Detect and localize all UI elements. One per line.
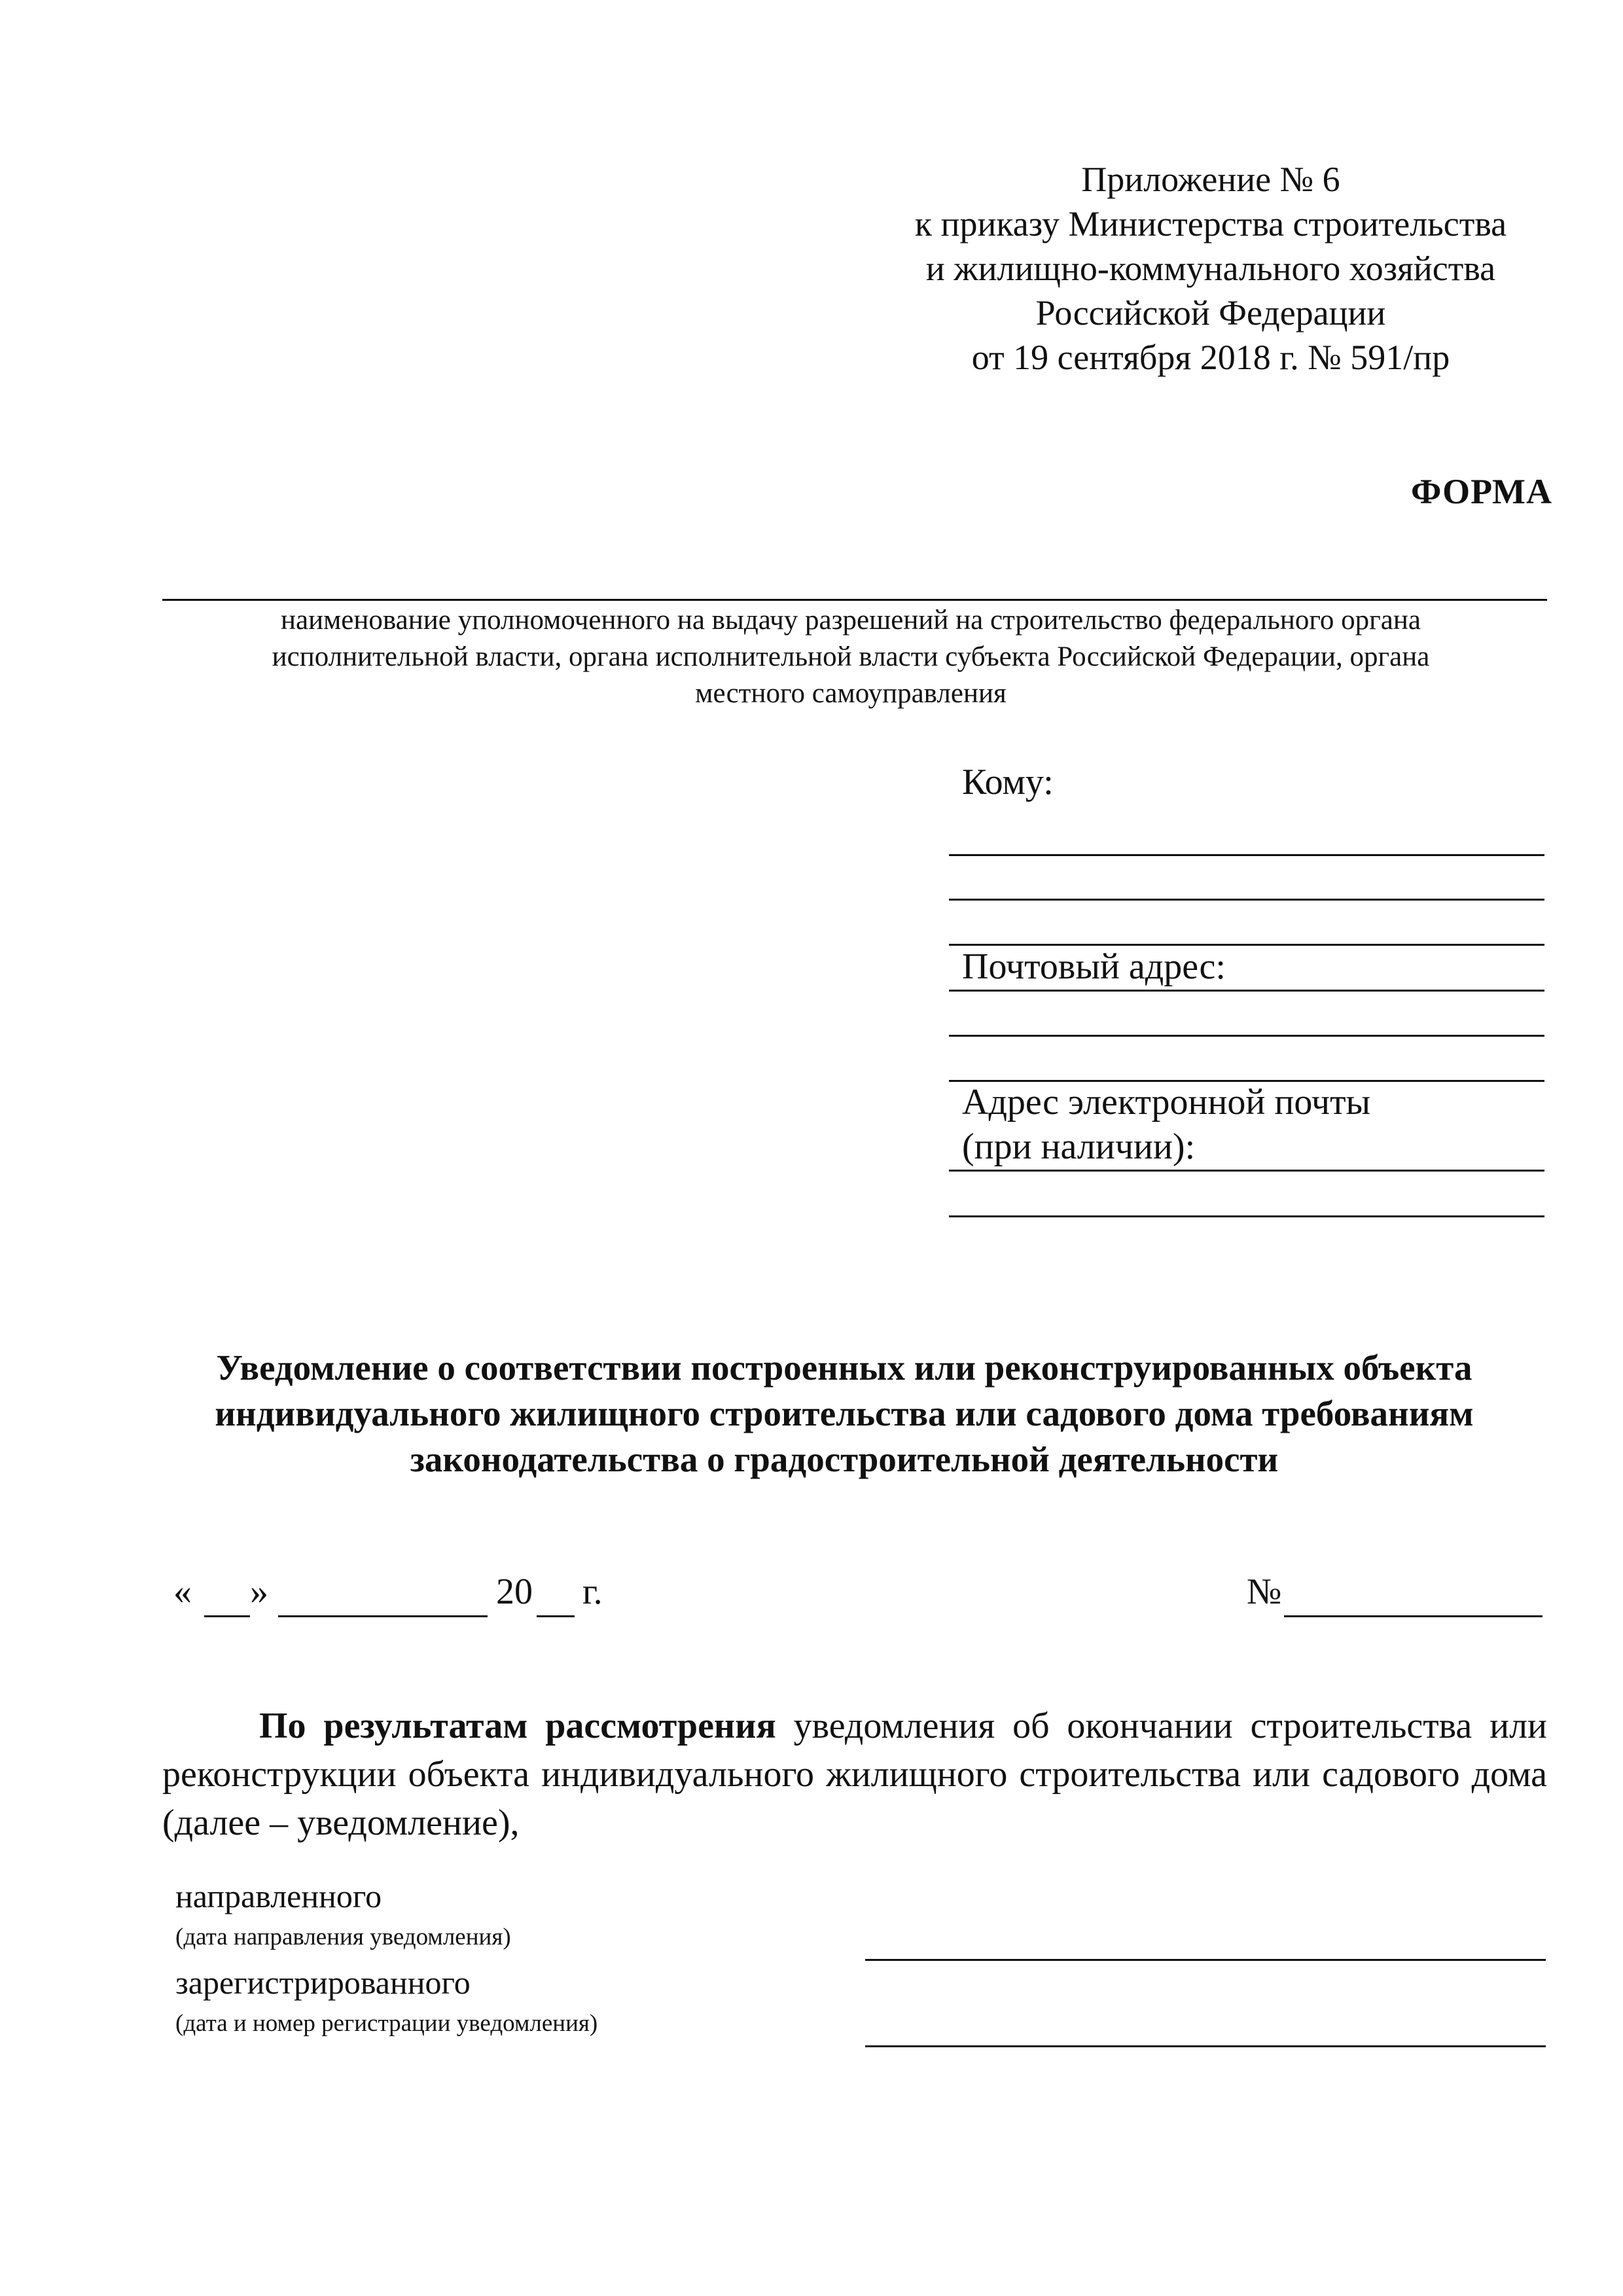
document-number-field[interactable] (1284, 1615, 1543, 1617)
appendix-ministry-line: и жилищно-коммунального хозяйства (925, 249, 1496, 288)
recipient-to-line[interactable] (949, 854, 1544, 856)
authority-caption (164, 602, 1538, 712)
recipient-to-line[interactable] (949, 899, 1544, 901)
date-day-field[interactable] (204, 1615, 250, 1617)
date-quote-open: « (173, 1571, 192, 1612)
recipient-to-label: Кому: (962, 762, 1054, 802)
date-year-suffix: г. (582, 1571, 603, 1612)
notification-title (144, 1345, 1544, 1482)
appendix-date-line: от 19 сентября 2018 г. № 591/пр (971, 338, 1450, 377)
body-paragraph (162, 1702, 1547, 1847)
date-month-field[interactable] (278, 1615, 488, 1617)
email-line[interactable] (949, 1215, 1544, 1217)
appendix-country-line: Российской Федерации (1035, 293, 1386, 332)
sent-date-field[interactable] (865, 1959, 1546, 1961)
email-line[interactable] (949, 1170, 1544, 1172)
authority-caption-line: наименование уполномоченного на выдачу разрешений на строительство федерального органа (280, 605, 1421, 636)
date-year-prefix: 20 (496, 1571, 533, 1612)
appendix-number: Приложение № 6 (1081, 160, 1340, 199)
title-line: индивидуального жилищного строительства или садового дома требованиям (215, 1393, 1474, 1433)
authority-caption-line: местного самоуправления (695, 678, 1007, 709)
email-label: Адрес электронной почты (962, 1082, 1371, 1122)
postal-address-label: Почтовый адрес: (962, 946, 1226, 987)
title-line: Уведомление о соответствии построенных или реконструированных объекта (216, 1348, 1472, 1388)
body-text: уведомления об окончании строительства или реконструкции объекта индивидуального жилищного строительства или садового дома (далее – уведомление), (162, 1706, 1547, 1843)
authority-name-line[interactable] (162, 599, 1547, 601)
appendix-header (851, 157, 1571, 380)
authority-caption-line: исполнительной власти, органа исполнительной власти субъекта Российской Федерации, органа (272, 641, 1430, 672)
form-label: ФОРМА (1411, 472, 1552, 511)
appendix-order-line: к приказу Министерства строительства (914, 204, 1507, 243)
date-quote-close: » (250, 1571, 268, 1612)
date-year-field[interactable] (537, 1615, 575, 1617)
registered-label: зарегистрированного (175, 1964, 471, 2001)
number-sign: № (1247, 1571, 1282, 1612)
body-lead: По результатам рассмотрения (259, 1706, 776, 1746)
registered-field[interactable] (865, 2045, 1546, 2047)
title-line: законодательства о градостроительной деятельности (410, 1439, 1279, 1479)
postal-address-line[interactable] (949, 1035, 1544, 1037)
sent-hint: (дата направления уведомления) (175, 1924, 511, 1950)
registered-hint: (дата и номер регистрации уведомления) (175, 2010, 598, 2037)
email-label-optional: (при наличии): (962, 1126, 1196, 1167)
sent-label: направленного (175, 1878, 382, 1914)
postal-address-line[interactable] (949, 990, 1544, 992)
